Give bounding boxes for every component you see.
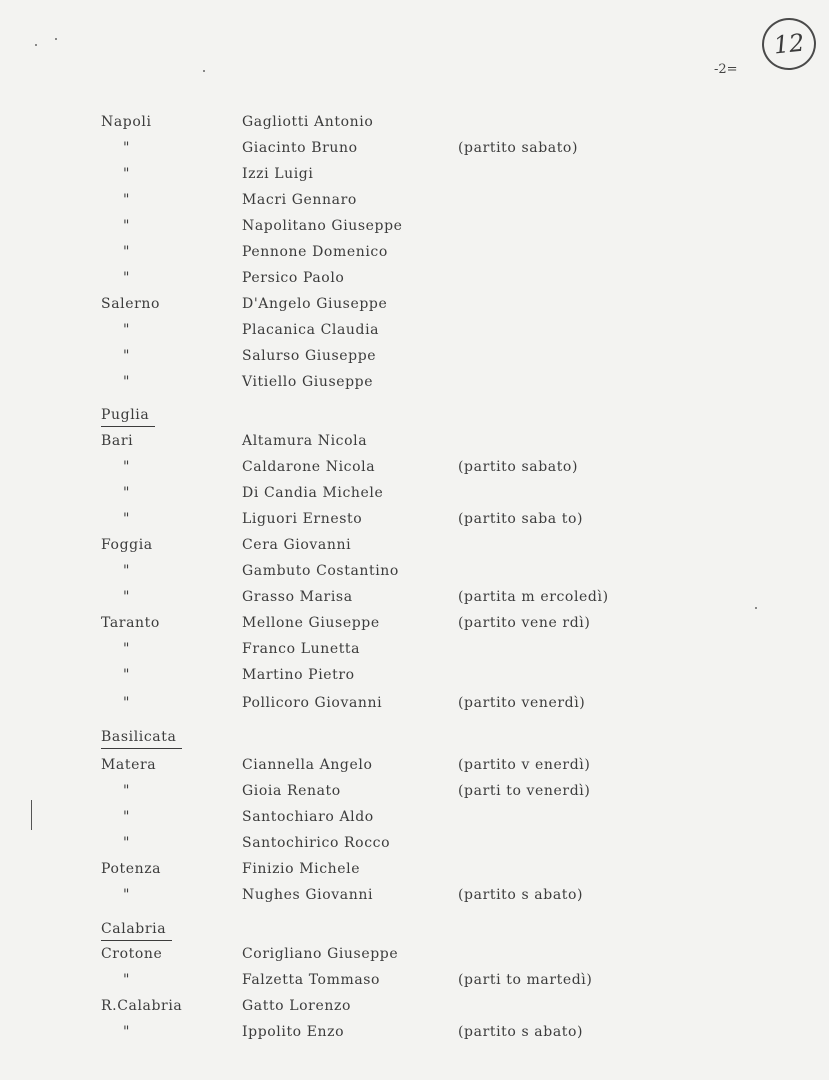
list-row [0, 780, 829, 802]
place-label: Potenza [101, 861, 162, 877]
person-name: Falzetta Tommaso [242, 972, 381, 988]
ditto-mark: " [123, 459, 131, 475]
ditto-mark: " [123, 374, 131, 390]
person-name: Macri Gennaro [242, 192, 357, 208]
ditto-mark: " [123, 563, 131, 579]
person-name: Giacinto Bruno [242, 140, 358, 156]
person-name: Placanica Claudia [242, 322, 380, 338]
region-heading: Puglia [101, 404, 155, 427]
person-name: Corigliano Giuseppe [242, 946, 399, 962]
ditto-mark: " [123, 511, 131, 527]
place-label: Bari [101, 433, 134, 449]
person-name: Altamura Nicola [242, 433, 368, 449]
list-row [0, 884, 829, 906]
list-row [0, 943, 829, 965]
person-name: Martino Pietro [242, 667, 355, 683]
person-name: Santochirico Rocco [242, 835, 391, 851]
list-row [0, 111, 829, 133]
region-heading: Basilicata [101, 726, 182, 749]
list-row [0, 832, 829, 854]
ditto-mark: " [123, 589, 131, 605]
departure-note: (parti to venerdì) [458, 783, 591, 799]
scan-margin-mark [31, 800, 32, 830]
page-number: -2= [714, 62, 738, 77]
scan-speck [203, 70, 205, 72]
departure-note: (partito sabato) [458, 459, 579, 475]
list-row [0, 430, 829, 452]
person-name: Napolitano Giuseppe [242, 218, 403, 234]
person-name: Grasso Marisa [242, 589, 353, 605]
list-row [0, 969, 829, 991]
departure-note: (parti to martedì) [458, 972, 593, 988]
departure-note: (partito s abato) [458, 887, 584, 903]
list-row [0, 560, 829, 582]
list-row [0, 612, 829, 634]
list-row [0, 137, 829, 159]
departure-note: (partito s abato) [458, 1024, 584, 1040]
list-row [0, 456, 829, 478]
ditto-mark: " [123, 166, 131, 182]
person-name: Santochiaro Aldo [242, 809, 374, 825]
person-name: Nughes Giovanni [242, 887, 374, 903]
region-heading: Calabria [101, 918, 172, 941]
departure-note: (partito sabato) [458, 140, 579, 156]
ditto-mark: " [123, 348, 131, 364]
list-row [0, 293, 829, 315]
person-name: Cera Giovanni [242, 537, 352, 553]
ditto-mark: " [123, 809, 131, 825]
person-name: Caldarone Nicola [242, 459, 376, 475]
ditto-mark: " [123, 667, 131, 683]
ditto-mark: " [123, 641, 131, 657]
list-row [0, 858, 829, 880]
page-stamp-number: 12 [759, 15, 818, 72]
ditto-mark: " [123, 192, 131, 208]
scan-speck [755, 607, 757, 609]
person-name: Gioia Renato [242, 783, 341, 799]
list-row [0, 345, 829, 367]
person-name: Gatto Lorenzo [242, 998, 351, 1014]
ditto-mark: " [123, 322, 131, 338]
person-name: Ciannella Angelo [242, 757, 373, 773]
ditto-mark: " [123, 972, 131, 988]
ditto-mark: " [123, 783, 131, 799]
person-name: D'Angelo Giuseppe [242, 296, 388, 312]
list-row [0, 371, 829, 393]
ditto-mark: " [123, 485, 131, 501]
scan-speck [35, 44, 37, 46]
list-row [0, 267, 829, 289]
person-name: Vitiello Giuseppe [242, 374, 374, 390]
list-row [0, 995, 829, 1017]
person-name: Finizio Michele [242, 861, 361, 877]
person-name: Mellone Giuseppe [242, 615, 380, 631]
list-row [0, 319, 829, 341]
ditto-mark: " [123, 218, 131, 234]
list-row [0, 754, 829, 776]
ditto-mark: " [123, 887, 131, 903]
person-name: Di Candia Michele [242, 485, 384, 501]
place-label: Taranto [101, 615, 160, 631]
ditto-mark: " [123, 140, 131, 156]
person-name: Gagliotti Antonio [242, 114, 374, 130]
person-name: Pollicoro Giovanni [242, 695, 383, 711]
departure-note: (partito saba to) [458, 511, 584, 527]
person-name: Liguori Ernesto [242, 511, 363, 527]
list-row [0, 215, 829, 237]
list-row [0, 189, 829, 211]
person-name: Pennone Domenico [242, 244, 388, 260]
departure-note: (partito venerdì) [458, 695, 586, 711]
ditto-mark: " [123, 835, 131, 851]
person-name: Salurso Giuseppe [242, 348, 377, 364]
list-row [0, 586, 829, 608]
list-row [0, 638, 829, 660]
list-row [0, 482, 829, 504]
list-row [0, 241, 829, 263]
place-label: Foggia [101, 537, 153, 553]
ditto-mark: " [123, 270, 131, 286]
ditto-mark: " [123, 244, 131, 260]
place-label: Crotone [101, 946, 163, 962]
person-name: Persico Paolo [242, 270, 345, 286]
place-label: R.Calabria [101, 998, 183, 1014]
person-name: Franco Lunetta [242, 641, 361, 657]
ditto-mark: " [123, 695, 131, 711]
list-row [0, 806, 829, 828]
list-row [0, 692, 829, 714]
person-name: Ippolito Enzo [242, 1024, 345, 1040]
list-row [0, 163, 829, 185]
departure-note: (partito v enerdì) [458, 757, 591, 773]
scan-speck [55, 38, 57, 40]
place-label: Matera [101, 757, 157, 773]
list-row [0, 1021, 829, 1043]
list-row [0, 664, 829, 686]
place-label: Salerno [101, 296, 161, 312]
ditto-mark: " [123, 1024, 131, 1040]
list-row [0, 508, 829, 530]
list-row [0, 534, 829, 556]
place-label: Napoli [101, 114, 152, 130]
person-name: Gambuto Costantino [242, 563, 399, 579]
departure-note: (partito vene rdì) [458, 615, 591, 631]
departure-note: (partita m ercoledì) [458, 589, 609, 605]
person-name: Izzi Luigi [242, 166, 314, 182]
